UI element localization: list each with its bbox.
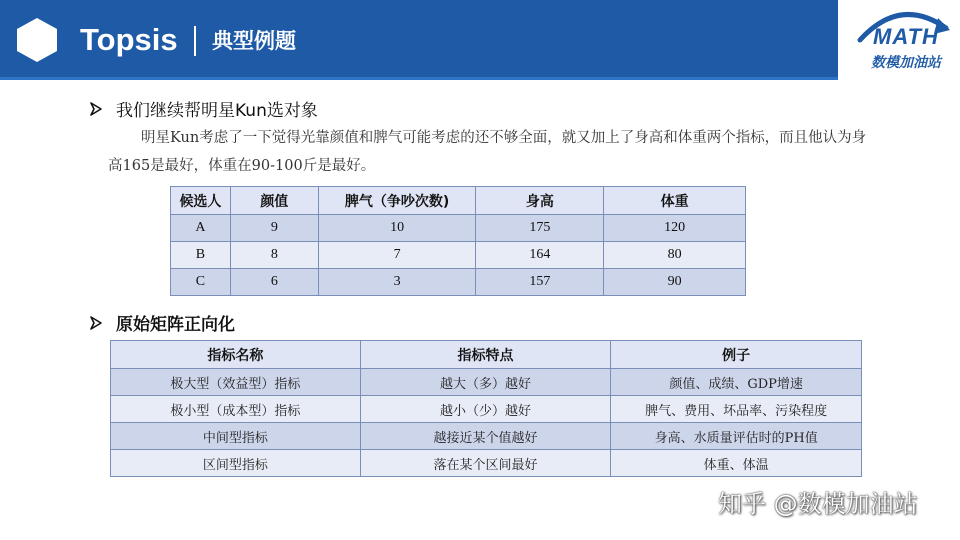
table-row	[171, 269, 746, 296]
table-row	[171, 215, 746, 242]
table-cell: B	[171, 242, 231, 269]
table-cell: C	[171, 269, 231, 296]
brand-logo	[842, 0, 960, 80]
arrow-bullet-icon	[88, 101, 104, 117]
table-header-cell: 指标特点	[360, 341, 611, 369]
table-cell: 164	[476, 242, 604, 269]
page-title: Topsis	[80, 22, 178, 57]
arrow-bullet-icon	[88, 315, 104, 331]
table-cell: 3	[318, 269, 476, 296]
candidate-table	[170, 186, 746, 296]
table-row	[171, 242, 746, 269]
table-cell: 7	[318, 242, 476, 269]
section-heading-1-text: 我们继续帮明星Kun选对象	[116, 101, 318, 121]
table-cell: 落在某个区间最好	[360, 450, 611, 477]
header-bar	[0, 0, 838, 80]
page-subtitle: 典型例题	[212, 29, 296, 53]
table-cell: 中间型指标	[111, 423, 361, 450]
table-row	[111, 450, 862, 477]
table-cell: 颜值、成绩、GDP增速	[611, 369, 862, 396]
hexagon-logo-icon	[14, 16, 60, 64]
brand-subtitle: 数模加油站	[871, 55, 941, 71]
table-header-cell: 候选人	[171, 187, 231, 215]
title-divider	[194, 26, 196, 56]
table-cell: 6	[230, 269, 318, 296]
section-heading-2	[88, 310, 235, 335]
table-cell: 10	[318, 215, 476, 242]
table-header-cell: 颜值	[230, 187, 318, 215]
table-cell: 120	[604, 215, 746, 242]
table-cell: 9	[230, 215, 318, 242]
table-row	[111, 423, 862, 450]
table-header-cell: 身高	[476, 187, 604, 215]
indicator-types-table	[110, 340, 862, 477]
table-cell: 175	[476, 215, 604, 242]
table-cell: 脾气、费用、坏品率、污染程度	[611, 396, 862, 423]
table-header-cell: 指标名称	[111, 341, 361, 369]
table-header-cell: 体重	[604, 187, 746, 215]
table-cell: 90	[604, 269, 746, 296]
table-cell: 越小（少）越好	[360, 396, 611, 423]
table-cell: 8	[230, 242, 318, 269]
table-header-row	[171, 187, 746, 215]
brand-wordmark: MATH	[873, 24, 939, 49]
table-header-cell: 脾气（争吵次数)	[318, 187, 476, 215]
section-heading-1	[88, 96, 318, 121]
table-row	[111, 396, 862, 423]
table-cell: 区间型指标	[111, 450, 361, 477]
table-cell: 157	[476, 269, 604, 296]
table-cell: 极大型（效益型）指标	[111, 369, 361, 396]
table-cell: 极小型（成本型）指标	[111, 396, 361, 423]
table-cell: 身高、水质量评估时的PH值	[611, 423, 862, 450]
table-header-row	[111, 341, 862, 369]
section-heading-2-text: 原始矩阵正向化	[116, 315, 235, 335]
table-cell: 80	[604, 242, 746, 269]
table-cell: 越接近某个值越好	[360, 423, 611, 450]
table-cell: 越大（多）越好	[360, 369, 611, 396]
table-row	[111, 369, 862, 396]
problem-description: 明星Kun考虑了一下觉得光靠颜值和脾气可能考虑的还不够全面，就又加上了身高和体重两个指标，而且他认为身高165是最好，体重在90-100斤是最好。	[108, 130, 867, 174]
table-cell: 体重、体温	[611, 450, 862, 477]
table-header-cell: 例子	[611, 341, 862, 369]
table-cell: A	[171, 215, 231, 242]
watermark: 知乎 @数模加油站	[718, 490, 918, 518]
